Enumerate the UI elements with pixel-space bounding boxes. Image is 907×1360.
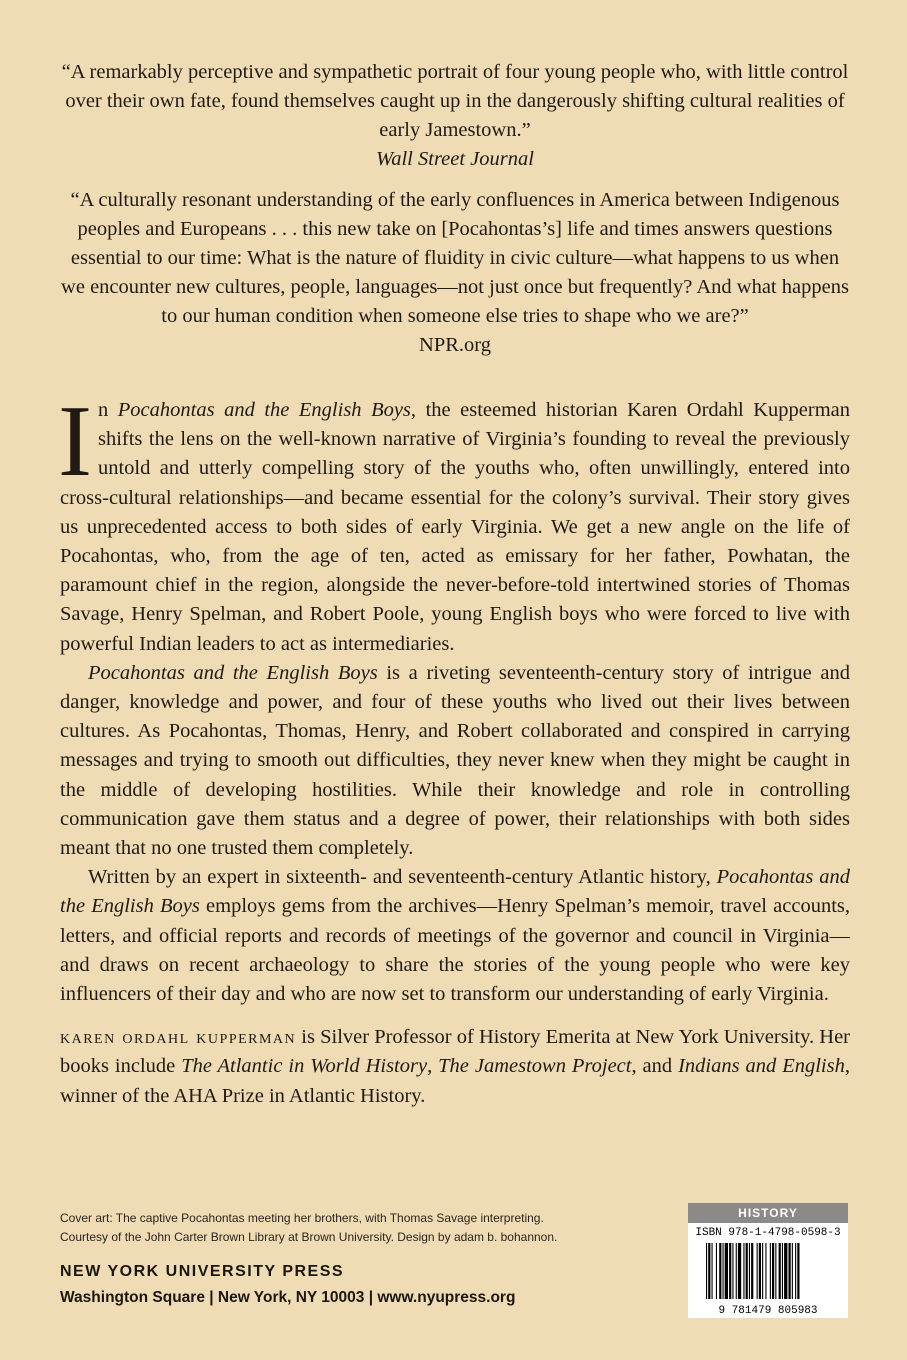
book-title: The Atlantic in World History: [181, 1055, 428, 1078]
cover-credits: [60, 1209, 660, 1247]
book-title: Pocahontas and the English Boys: [60, 866, 851, 918]
barcode-bar: [736, 1243, 737, 1299]
book-title: The Jamestown Project: [438, 1055, 632, 1078]
author-name: karen ordahl kupperman: [60, 1026, 297, 1049]
book-title: Pocahontas and the English Boys: [117, 399, 411, 421]
quote-source: NPR.org: [419, 334, 491, 356]
barcode-bar: [706, 1243, 707, 1299]
barcode-bar: [732, 1243, 733, 1299]
barcode-bar: [719, 1243, 721, 1299]
barcode-bar: [723, 1243, 724, 1299]
barcode-bar: [772, 1243, 774, 1299]
barcode-bar: [725, 1243, 728, 1299]
barcode-bar: [757, 1243, 758, 1299]
barcode-bar: [729, 1243, 731, 1299]
barcode-bar: [795, 1243, 796, 1299]
barcode-bar: [797, 1243, 799, 1299]
book-title: Pocahontas and the English Boys: [88, 661, 378, 684]
barcode-bar: [708, 1243, 710, 1299]
publisher-address: Washington Square | New York, NY 10003 | www.nyupress.org: [60, 1289, 516, 1306]
barcode-bar: [775, 1243, 776, 1299]
book-description: [58, 385, 851, 1111]
barcode-bars: [706, 1243, 800, 1299]
barcode-bar: [743, 1243, 744, 1299]
book-title: Indians and English: [678, 1055, 845, 1078]
author-bio: karen ordahl kupperman is Silver Professor of History Emerita at New York University. Her books include The Atlantic in World History, The Jamestown Project, and Indians and English, winner of the AHA Prize in Atlantic History.: [60, 1026, 850, 1107]
barcode-block: [688, 1203, 848, 1318]
credit-line: Cover art: The captive Pocahontas meeting her brothers, with Thomas Savage interpreting.: [60, 1211, 544, 1225]
drop-cap: I: [58, 385, 92, 498]
credit-line: Courtesy of the John Carter Brown Library at Brown University. Design by adam b. bohannon.: [60, 1230, 558, 1244]
barcode-bar: [765, 1243, 766, 1299]
barcode-bar: [762, 1243, 763, 1299]
barcode-bar: [782, 1243, 783, 1299]
publisher-name: NEW YORK UNIVERSITY PRESS: [60, 1263, 345, 1280]
quote-source: Wall Street Journal: [376, 148, 534, 170]
barcode-bar: [784, 1243, 787, 1299]
quote-text: “A culturally resonant understanding of the early confluences in America between Indigenous peoples and Europeans . . . this new take on [Pocahontas’s] life and times answers questions essential to our time: What is the nature of fluidity in civic culture—what happens to us when we encounter new cultures, people, languages—not just once but frequently? And what happens to our human condition when someone else tries to shape who we are?”: [61, 189, 849, 327]
barcode-bar: [779, 1243, 781, 1299]
barcode-bar: [792, 1243, 793, 1299]
quote-text: “A remarkably perceptive and sympathetic portrait of four young people who, with little control over their own fate, found themselves caught up in the dangerously shifting cultural realities of early Jamestown.”: [61, 61, 849, 141]
barcode-graphic: [696, 1243, 840, 1315]
review-quote-wsj: [60, 58, 850, 174]
barcode-bar: [712, 1243, 713, 1299]
barcode-bar: [789, 1243, 791, 1299]
barcode-digits: 9 781479 805983: [718, 1305, 818, 1315]
review-quote-npr: [60, 186, 850, 360]
description-paragraph-1: In Pocahontas and the English Boys, the esteemed historian Karen Ordahl Kupperman shifts the lens on the well-known narrative of Virginia’s founding to reveal the previously untold and utterly compelling story of the youths who, often unwillingly, entered into cross-cultural relationships—and became essential for the colony’s survival. Their story gives us unprecedented access to both sides of early Virginia. We get a new angle on the life of Pocahontas, who, from the age of ten, acted as emissary for her father, Powhatan, the paramount chief in the region, alongside the never-before-told intertwined stories of Thomas Savage, Henry Spelman, and Robert Poole, young English boys who were forced to live with powerful Indian leaders to act as intermediaries.: [58, 385, 851, 655]
barcode-bar: [738, 1243, 741, 1299]
subject-label: HISTORY: [688, 1203, 848, 1223]
barcode-bar: [751, 1243, 753, 1299]
description-paragraph-2: Pocahontas and the English Boys is a riveting seventeenth-century story of intrigue and danger, knowledge and power, and four of these youths who lived out their lives between cultures. As Pocahontas, Thomas, Henry, and Robert collaborated and conspired in carrying messages and trying to smooth out difficulties, they never knew when they might be caught in the middle of developing hostilities. While their knowledge and role in controlling communication gave them status and a degree of power, their relationships with both sides meant that no one trusted them completely.: [60, 661, 850, 860]
isbn-text: ISBN 978-1-4798-0598-3: [695, 1227, 841, 1239]
barcode-bar: [759, 1243, 761, 1299]
barcode-bar: [746, 1243, 748, 1299]
description-paragraph-3: Written by an expert in sixteenth- and seventeenth-century Atlantic history, Pocahontas and the English Boys employs gems from the archives—Henry Spelman’s memoir, travel accounts, letters, and official reports and records of meetings of the governor and council in Virginia—and draws on recent archaeology to share the stories of the young people who were key influencers of their day and who are now set to transform our understanding of early Virginia.: [60, 866, 851, 1006]
barcode-bar: [716, 1243, 717, 1299]
barcode-bar: [770, 1243, 771, 1299]
barcode-bar: [749, 1243, 750, 1299]
